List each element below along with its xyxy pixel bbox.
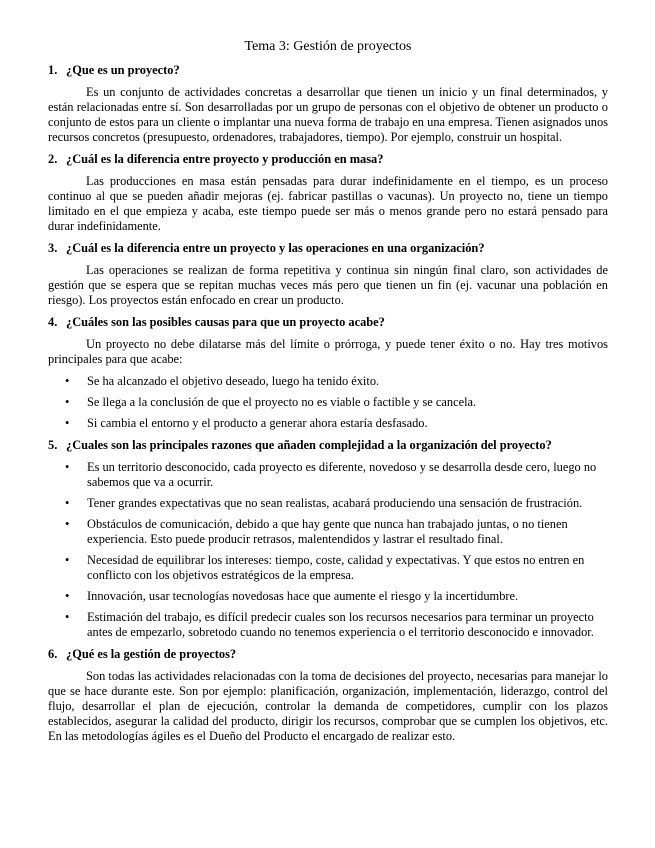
- list-item: [48, 610, 608, 640]
- section-2: [48, 152, 608, 234]
- list-item-text: Innovación, usar tecnologías novedosas hace que aumente el riesgo y la incertidumbre.: [87, 589, 519, 603]
- question-number: 3.: [48, 241, 58, 255]
- question-heading: [48, 63, 608, 78]
- list-item: [48, 374, 608, 389]
- bullet-icon: •: [65, 517, 70, 531]
- list-item: [48, 416, 608, 431]
- list-item: [48, 517, 608, 547]
- document-title: Tema 3: Gestión de proyectos: [244, 39, 412, 54]
- answer-paragraph: Un proyecto no debe dilatarse más del límite o prórroga, y puede tener éxito o no. Hay tres motivos principales para que acabe:: [48, 337, 608, 366]
- bullet-icon: •: [65, 589, 70, 603]
- bullet-icon: •: [65, 610, 70, 624]
- section-6: [48, 647, 608, 744]
- question-heading: [48, 438, 608, 453]
- document-page: [48, 38, 608, 751]
- bullet-icon: •: [65, 416, 70, 430]
- question-text: ¿Cuales son las principales razones que añaden complejidad a la organización del proyecto?: [66, 438, 552, 452]
- list-item-text: Tener grandes expectativas que no sean realistas, acabará produciendo una sensación de frustración.: [87, 496, 583, 510]
- question-number: 6.: [48, 647, 58, 661]
- list-item: [48, 553, 608, 583]
- bullet-list: [48, 374, 608, 431]
- question-text: ¿Cuál es la diferencia entre un proyecto y las operaciones en una organización?: [66, 241, 485, 255]
- answer-paragraph: Las operaciones se realizan de forma repetitiva y continua sin ningún final claro, son actividades de gestión que se espera que se repitan muchas veces más pero que tienen un fin (ej. vacunar una población en riesgo). Los proyectos están enfocado en crear un producto.: [48, 263, 608, 307]
- list-item: [48, 460, 608, 490]
- list-item-text: Obstáculos de comunicación, debido a que hay gente que nunca han trabajado juntas, o no tienen experiencia. Esto puede producir retrasos, malentendidos y lastrar el resultado final.: [87, 517, 568, 546]
- list-item: [48, 496, 608, 511]
- bullet-icon: •: [65, 395, 70, 409]
- question-text: ¿Cuál es la diferencia entre proyecto y producción en masa?: [66, 152, 384, 166]
- list-item: [48, 589, 608, 604]
- answer-paragraph: Es un conjunto de actividades concretas a desarrollar que tienen un inicio y un final determinados, y están relacionadas entre sí. Son desarrolladas por un grupo de personas con el objetivo de obtener un producto o conjunto de estos para un cliente o implantar una nueva forma de trabajo en una empresa. Tienen asignados unos recursos concretos (presupuesto, ordenadores, trabajadores, tiempo). Por ejemplo, construir un hospital.: [48, 85, 608, 144]
- question-number: 2.: [48, 152, 58, 166]
- question-text: ¿Qué es la gestión de proyectos?: [66, 647, 237, 661]
- section-5: [48, 438, 608, 640]
- section-4: [48, 315, 608, 431]
- bullet-icon: •: [65, 460, 70, 474]
- section-3: [48, 241, 608, 308]
- question-number: 1.: [48, 63, 58, 77]
- list-item-text: Si cambia el entorno y el producto a generar ahora estaría desfasado.: [87, 416, 428, 430]
- bullet-list: [48, 460, 608, 640]
- question-number: 4.: [48, 315, 58, 329]
- question-heading: [48, 241, 608, 256]
- question-heading: [48, 647, 608, 662]
- answer-paragraph: Son todas las actividades relacionadas con la toma de decisiones del proyecto, necesarias para manejar lo que se hace durante este. Son por ejemplo: planificación, organización, implementación, liderazgo, control del flujo, desarrollar el plan de ejecución, controlar la demanda de competidores, cumplir con los plazos establecidos, asegurar la calidad del producto, dirigir los recursos, comprobar que se cumplen los objetivos, etc. En las metodologías ágiles es el Dueño del Producto el encargado de realizar esto.: [48, 669, 608, 743]
- list-item-text: Se ha alcanzado el objetivo deseado, luego ha tenido éxito.: [87, 374, 380, 388]
- bullet-icon: •: [65, 496, 70, 510]
- list-item-text: Se llega a la conclusión de que el proyecto no es viable o factible y se cancela.: [87, 395, 477, 409]
- section-1: [48, 63, 608, 145]
- bullet-icon: •: [65, 374, 70, 388]
- question-heading: [48, 315, 608, 330]
- question-number: 5.: [48, 438, 58, 452]
- list-item-text: Estimación del trabajo, es difícil predecir cuales son los recursos necesarios para terminar un proyecto antes de empezarlo, sobretodo cuando no tenemos experiencia o el territorio desconocido e innovador.: [87, 610, 594, 639]
- list-item-text: Necesidad de equilibrar los intereses: tiempo, coste, calidad y expectativas. Y que estos no entren en conflicto con los objetivos estratégicos de la empresa.: [87, 553, 585, 582]
- answer-paragraph: Las producciones en masa están pensadas para durar indefinidamente en el tiempo, es un proceso continuo al que se pueden añadir mejoras (ej. fabricar pastillas o vacunas). Un proyecto no, tiene un tiempo limitado en el que empieza y acaba, este tiempo puede ser más o menos grande pero no estará pensado para durar indefinidamente.: [48, 174, 608, 233]
- question-heading: [48, 152, 608, 167]
- bullet-icon: •: [65, 553, 70, 567]
- question-text: ¿Que es un proyecto?: [66, 63, 180, 77]
- question-text: ¿Cuáles son las posibles causas para que un proyecto acabe?: [66, 315, 385, 329]
- list-item-text: Es un territorio desconocido, cada proyecto es diferente, novedoso y se desarrolla desde cero, luego no sabemos que va a ocurrir.: [87, 460, 597, 489]
- list-item: [48, 395, 608, 410]
